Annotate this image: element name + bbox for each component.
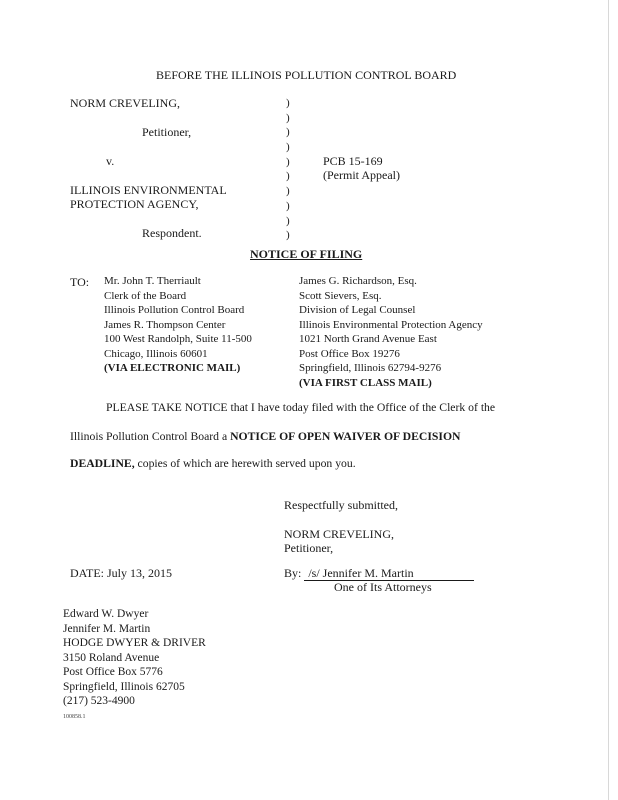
recipient-right-line: James G. Richardson, Esq. <box>299 275 417 287</box>
attorney-line: (217) 523-4900 <box>63 695 135 707</box>
case-number: PCB 15-169 <box>323 154 383 168</box>
paren: ) <box>286 229 290 242</box>
paren: ) <box>286 111 290 124</box>
recipient-left-line: James R. Thompson Center <box>104 318 226 331</box>
paren: ) <box>286 126 290 139</box>
recipient-right-line: Scott Sievers, Esq. <box>299 289 382 302</box>
attorney-line: Post Office Box 5776 <box>63 666 163 678</box>
recipient-left-block <box>104 274 252 376</box>
recipient-right-line: Post Office Box 19276 <box>299 347 400 360</box>
board-heading: BEFORE THE ILLINOIS POLLUTION CONTROL BOARD <box>156 68 457 82</box>
recipient-right-block <box>299 274 483 390</box>
recipient-right-line: Illinois Environmental Protection Agency <box>299 318 483 331</box>
signature-party-role: Petitioner, <box>284 541 334 555</box>
signature-by-line <box>284 566 474 581</box>
closing: Respectfully submitted, <box>284 498 398 512</box>
recipient-right-line: Springfield, Illinois 62794-9276 <box>299 362 442 374</box>
page-edge-divider <box>608 0 609 800</box>
paren: ) <box>286 185 290 198</box>
attorney-line: Edward W. Dwyer <box>63 608 149 620</box>
paren: ) <box>286 97 290 109</box>
recipient-left-line: Chicago, Illinois 60601 <box>104 347 208 360</box>
e-signature: /s/ Jennifer M. Martin <box>308 566 414 580</box>
by-label: By: <box>284 566 302 580</box>
document-title-part2: DEADLINE, <box>70 457 135 470</box>
notice-title: NOTICE OF FILING <box>250 247 363 261</box>
body-line-1: PLEASE TAKE NOTICE that I have today filed with the Office of the Clerk of the <box>106 401 496 414</box>
recipient-right-line: Division of Legal Counsel <box>299 304 416 316</box>
paren: ) <box>286 141 290 154</box>
attorney-block <box>63 607 206 709</box>
document-title-part1: NOTICE OF OPEN WAIVER OF DECISION <box>230 430 461 443</box>
body-line-3 <box>70 457 356 471</box>
paren: ) <box>286 199 290 212</box>
recipient-right-line: 1021 North Grand Avenue East <box>299 333 437 345</box>
recipient-left-line: Clerk of the Board <box>104 289 187 302</box>
recipient-left-line: Illinois Pollution Control Board <box>104 304 245 316</box>
signature-line <box>304 566 474 581</box>
recipient-right-method: (VIA FIRST CLASS MAIL) <box>299 376 432 389</box>
petitioner-name: NORM CREVELING, <box>70 96 180 110</box>
date-line: DATE: July 13, 2015 <box>70 566 172 580</box>
paren: ) <box>286 170 290 183</box>
attorney-line: Jennifer M. Martin <box>63 622 151 635</box>
to-label: TO: <box>70 275 90 289</box>
respondent-role: Respondent. <box>142 226 202 240</box>
recipient-left-method: (VIA ELECTRONIC MAIL) <box>104 362 241 374</box>
body-line-2-text: Illinois Pollution Control Board a <box>70 430 231 443</box>
paren: ) <box>286 214 290 227</box>
attorney-line: 3150 Roland Avenue <box>63 651 160 664</box>
paren: ) <box>286 155 290 168</box>
recipient-left-line: 100 West Randolph, Suite 11-500 <box>104 333 252 345</box>
respondent-name-line2: PROTECTION AGENCY, <box>70 197 199 211</box>
versus-label: v. <box>106 154 115 168</box>
body-line-3-text: copies of which are herewith served upon you. <box>134 457 356 470</box>
attorney-line: HODGE DWYER & DRIVER <box>63 637 206 649</box>
case-type: (Permit Appeal) <box>323 168 400 182</box>
signer-title: One of Its Attorneys <box>334 580 432 594</box>
respondent-name-line1: ILLINOIS ENVIRONMENTAL <box>70 183 227 197</box>
footer-document-code: 100858.1 <box>63 714 86 720</box>
petitioner-role: Petitioner, <box>142 125 192 139</box>
recipient-left-line: Mr. John T. Therriault <box>104 275 201 287</box>
attorney-line: Springfield, Illinois 62705 <box>63 680 185 693</box>
signature-party-name: NORM CREVELING, <box>284 527 394 541</box>
caption-parentheses <box>286 96 290 243</box>
body-line-2 <box>70 430 461 444</box>
